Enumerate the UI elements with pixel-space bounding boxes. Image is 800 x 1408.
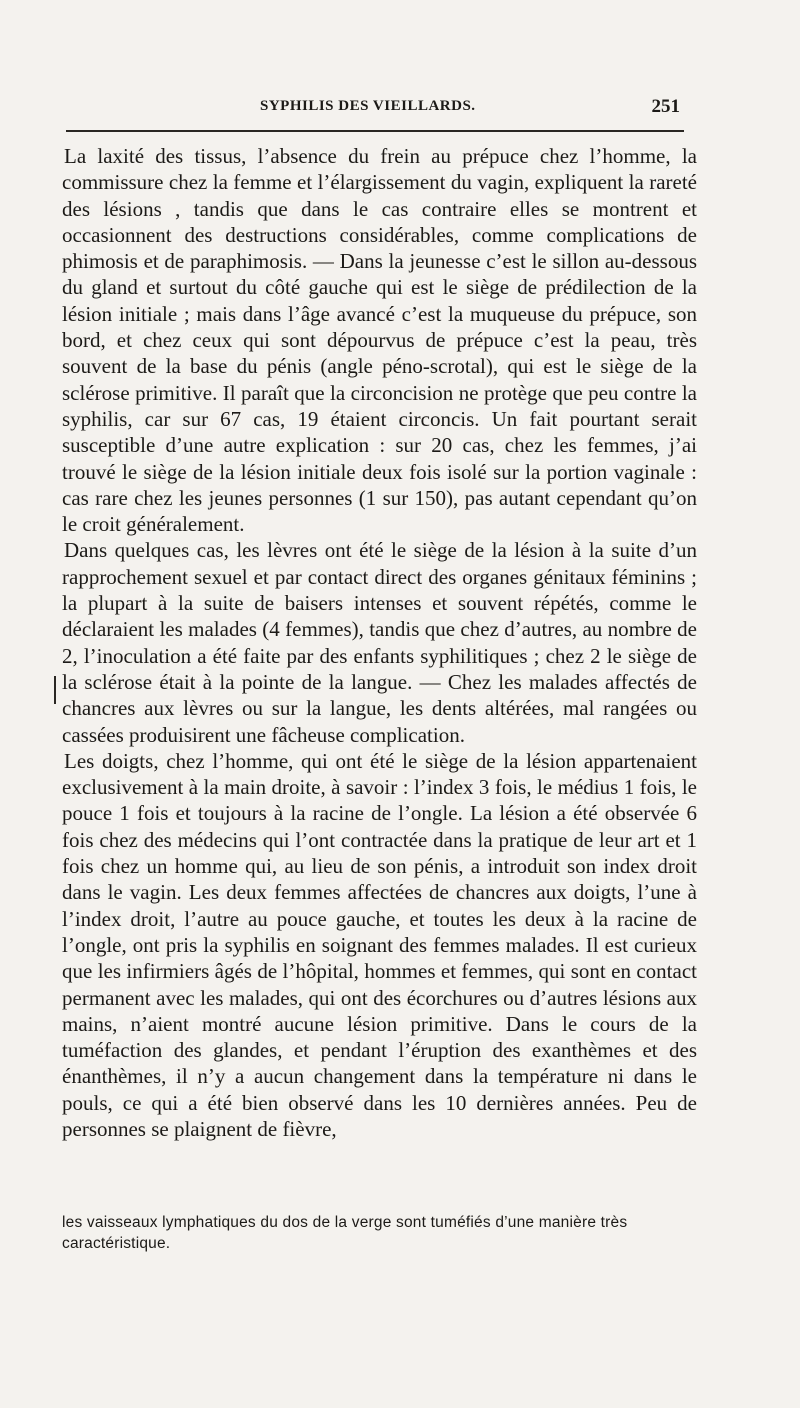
- paragraph-2: Dans quelques cas, les lèvres ont été le siège de la lésion à la suite d’un rapprochement sexuel et par contact direct des organes génitaux féminins ; la plupart à la suite de baisers intenses et souvent répétés, comme le déclaraient les malades (4 femmes), tandis que chez d’autres, au nombre de 2, l’inoculation a été faite par des enfants syphilitiques ; chez 2 le siège de la sclérose était à la pointe de la langue. — Chez les malades affectés de chancres aux lèvres ou sur la langue, les dents altérées, mal rangées ou cassées produisirent une fâcheuse complication.: [62, 538, 697, 747]
- page-header: [62, 98, 680, 122]
- footnote: [62, 1212, 712, 1254]
- body-text: [62, 143, 697, 1142]
- paragraph-1: La laxité des tissus, l’absence du frein au prépuce chez l’homme, la commissure chez la femme et l’élargissement du vagin, expliquent la rareté des lésions , tandis que dans le cas contraire elles se montrent et occasionnent des destructions considérables, comme complications de phimosis et de paraphimosis. — Dans la jeunesse c’est le sillon au-dessous du gland et surtout du côté gauche qui est le siège de prédilection de la lésion initiale ; mais dans l’âge avancé c’est la muqueuse du prépuce, son bord, et chez ceux qui sont dépourvus de prépuce c’est la peau, très souvent de la base du pénis (angle péno-scrotal), qui est le siège de la sclérose primitive. Il paraît que la circoncision ne protège que peu contre la syphilis, car sur 67 cas, 19 étaient circoncis. Un fait pourtant serait susceptible d’une autre explication : sur 20 cas, chez les femmes, j’ai trouvé le siège de la lésion initiale deux fois isolé sur la portion vaginale : cas rare chez les jeunes personnes (1 sur 150), pas autant cependant qu’on le croit généralement.: [62, 144, 697, 537]
- running-title: SYPHILIS DES VIEILLARDS.: [260, 98, 476, 114]
- page-number: 251: [651, 96, 680, 117]
- margin-mark: [54, 676, 56, 704]
- paragraph-3: Les doigts, chez l’homme, qui ont été le siège de la lésion appartenaient exclusivement à la main droite, à savoir : l’index 3 fois, le médius 1 fois, le pouce 1 fois et toujours à la racine de l’ongle. La lésion a été observée 6 fois chez des médecins qui l’ont contractée dans la pratique de leur art et 1 fois chez un homme qui, au lieu de son pénis, a introduit son index droit dans le vagin. Les deux femmes affectées de chancres aux doigts, l’une à l’index droit, l’autre au pouce gauche, et toutes les deux à la racine de l’ongle, ont pris la syphilis en soignant des femmes malades. Il est curieux que les infirmiers âgés de l’hôpital, hommes et femmes, qui sont en contact permanent avec les malades, qui ont des écorchures ou d’autres lésions aux mains, n’aient montré aucune lésion primitive. Dans le cours de la tuméfaction des glandes, et pendant l’éruption des exanthèmes et des énanthèmes, il n’y a aucun changement dans la température ni dans le pouls, ce qui a été bien observé dans les 10 dernières années. Peu de personnes se plaignent de fièvre,: [62, 748, 697, 1141]
- footnote-text: les vaisseaux lymphatiques du dos de la verge sont tuméfiés d’une manière très caractéristique.: [62, 1214, 628, 1252]
- header-rule: [66, 130, 684, 132]
